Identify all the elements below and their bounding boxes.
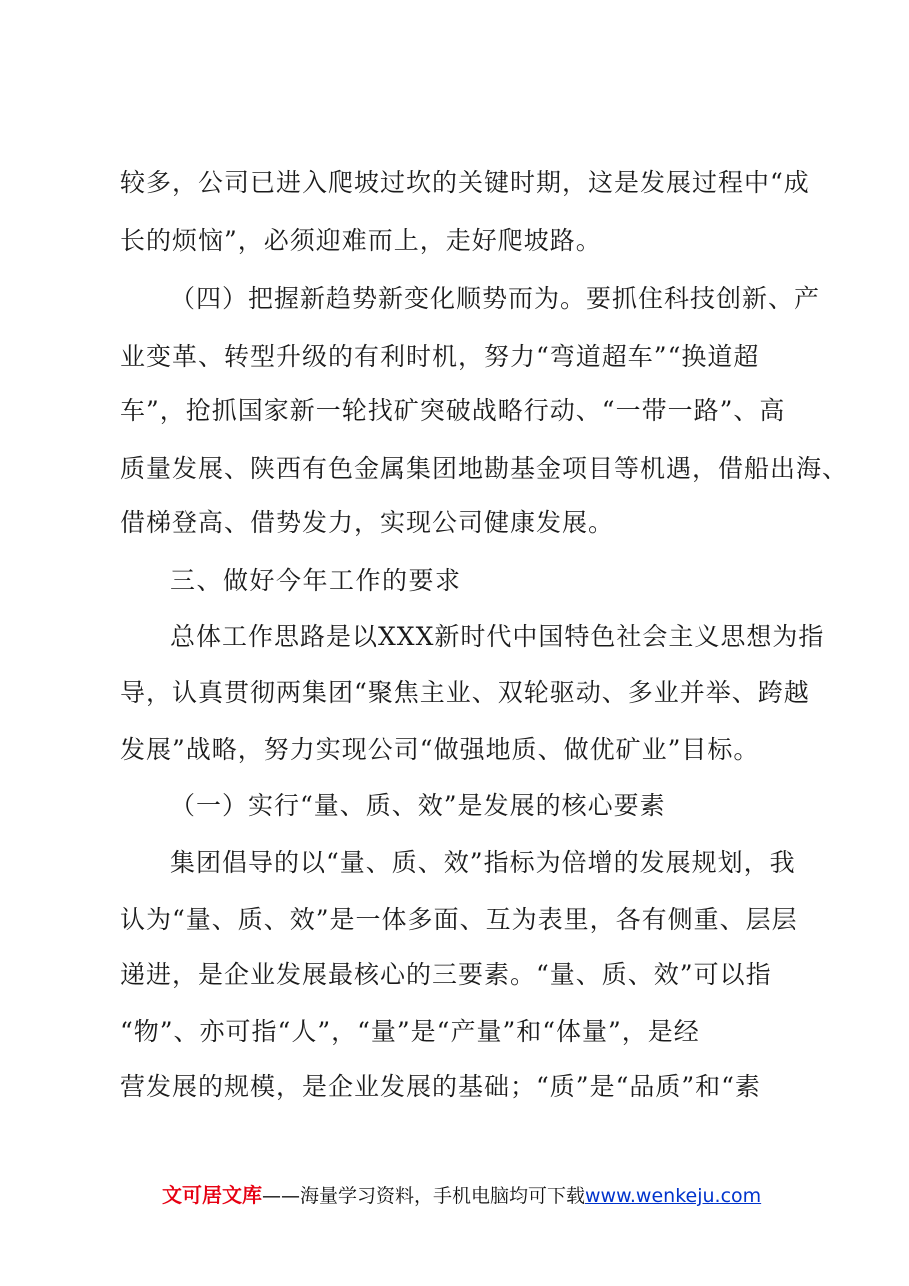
footer-banner <box>162 1181 761 1210</box>
body-line: 较多，公司已进入爬坡过坎的关键时期，这是发展过程中“成 <box>120 168 810 197</box>
section-heading-three: 三、做好今年工作的要求 <box>170 566 462 595</box>
body-line: 质量发展、陕西有色金属集团地勘基金项目等机遇，借船出海、 <box>120 454 849 483</box>
body-line: 发展”战略，努力实现公司“做强地质、做优矿业”目标。 <box>120 735 760 764</box>
body-line: “物”、亦可指“人”，“量”是“产量”和“体量”，是经 <box>120 1017 700 1046</box>
section-heading-four: （四）把握新趋势新变化顺势而为。要抓住科技创新、产 <box>170 284 821 313</box>
body-line: 长的烦恼”，必须迎难而上，走好爬坡路。 <box>120 226 602 255</box>
footer-url-link[interactable]: www.wenkeju.com <box>585 1185 762 1207</box>
body-line: 集团倡导的以“量、质、效”指标为倍增的发展规划，我 <box>170 848 796 877</box>
body-line: 递进，是企业发展最核心的三要素。“量、质、效”可以指 <box>120 960 772 989</box>
footer-brand: 文可居文库 <box>162 1183 262 1207</box>
body-line: 营发展的规模，是企业发展的基础；“质”是“品质”和“素 <box>120 1072 761 1101</box>
body-line: 导，认真贯彻两集团“聚焦主业、双轮驱动、多业并举、跨越 <box>120 678 810 707</box>
body-line: 总体工作思路是以XXX新时代中国特色社会主义思想为指 <box>170 622 825 651</box>
body-line: 车”，抢抓国家新一轮找矿突破战略行动、“一带一路”、高 <box>120 396 786 425</box>
body-line: 认为“量、质、效”是一体多面、互为表里，各有侧重、层层 <box>120 905 798 934</box>
subsection-heading-one: （一）实行“量、质、效”是发展的核心要素 <box>170 791 666 820</box>
body-line: 借梯登高、借势发力，实现公司健康发展。 <box>120 508 615 537</box>
footer-slogan: ——海量学习资料，手机电脑均可下载 <box>262 1185 586 1207</box>
body-line: 业变革、转型升级的有利时机，努力“弯道超车”“换道超 <box>120 342 760 371</box>
